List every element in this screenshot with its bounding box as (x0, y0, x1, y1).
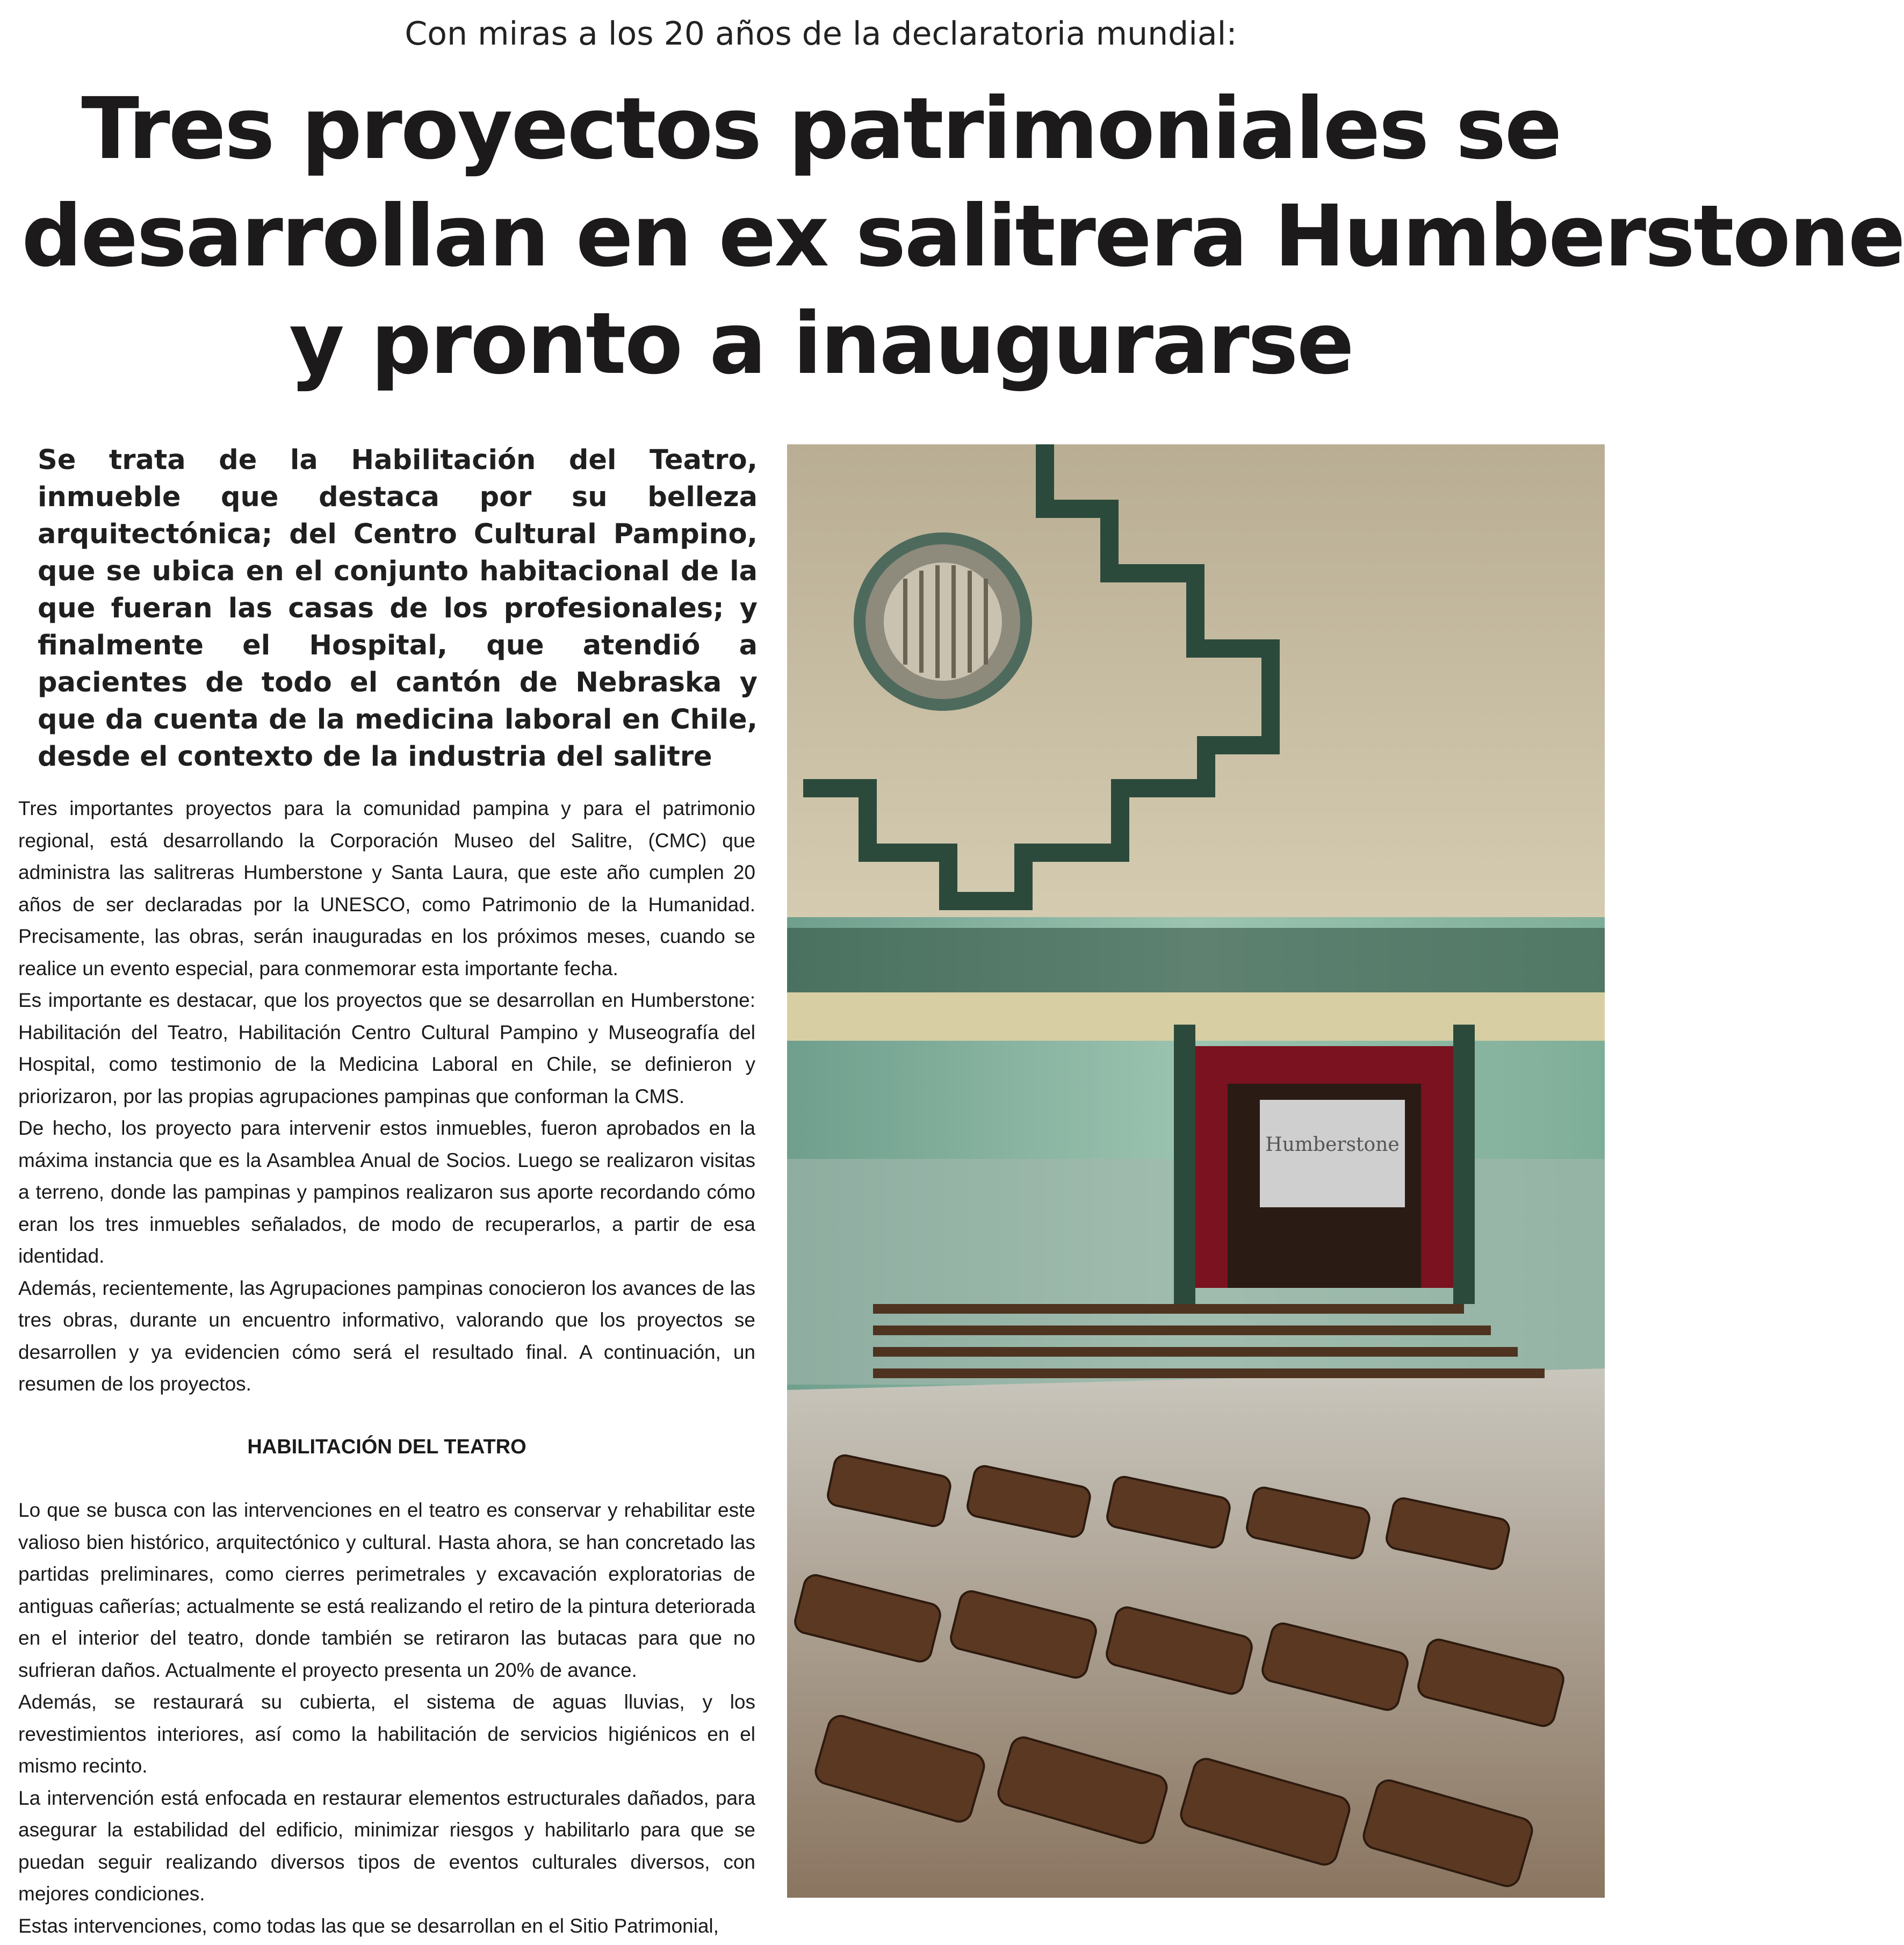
body-paragraph: Estas intervenciones, como todas las que se desarrollan en el Sitio Patrimonial, (18, 1914, 719, 1937)
screen-text: Humberstone (1265, 1134, 1400, 1156)
body-paragraph: Lo que se busca con las intervenciones en el teatro es conservar y rehabilitar este valioso bien histórico, arquitectónico y cultural. Hasta ahora, se han concretado las partidas preliminares, como cierres perimetrales y excavación exploratorias de antiguas cañerías; actualmente se está realizando el retiro de la pintura deteriorada en el interior del teatro, donde también se retiraron las butacas para que no sufrieran daños. Actualmente el proyecto presenta un 20% de avance. (18, 1499, 755, 1681)
section-subhead: HABILITACIÓN DEL TEATRO (247, 1435, 527, 1458)
headline-line-1: Tres proyectos patrimoniales se (81, 80, 1561, 178)
body-paragraph: Además, recientemente, las Agrupaciones pampinas conocieron los avances de las tres obras, durante un encuentro informativo, valorando que los proyectos se desarrollen y ya evidencien cómo será el resultado final. A continuación, un resumen de los proyectos. (18, 1277, 755, 1395)
body-paragraph: Es importante es destacar, que los proyectos que se desarrollan en Humberstone: Habilitación del Teatro, Habilitación Centro Cultural Pampino y Museografía del Hospital, como testimonio de la Medicina Laboral en Chile, se definieron y priorizaron, por las propias agrupaciones pampinas que conforman la CMS. (18, 989, 755, 1107)
article-headline (21, 75, 1904, 398)
article-lead: Se trata de la Habilitación del Teatro, inmueble que destaca por su belleza arquitectónica; del Centro Cultural Pampino, que se ubica en el conjunto habitacional de la que fueran las casas de los profesionales; y finalmente el Hospital, que atendió a pacientes de todo el cantón de Nebraska y que da cuenta de la medicina laboral en Chile, desde el contexto de la industria del salitre (38, 444, 758, 773)
body-paragraph: Además, se restaurará su cubierta, el sistema de aguas lluvias, y los revestimientos interiores, así como la habilitación de servicios higiénicos en el mismo recinto. (18, 1691, 755, 1777)
article-body (18, 793, 755, 1942)
theater-photo (787, 444, 1605, 1898)
body-paragraph: De hecho, los proyecto para intervenir estos inmuebles, fueron aprobados en la máxima instancia que es la Asamblea Anual de Socios. Luego se realizaron visitas a terreno, donde las pampinas y pampinos realizaron sus aporte recordando cómo eran los tres inmuebles señalados, de modo de recuperarlos, a partir de esa identidad. (18, 1117, 755, 1267)
theater-photo-icon (787, 444, 1605, 1898)
body-paragraph: Tres importantes proyectos para la comunidad pampina y para el patrimonio regional, está desarrollando la Corporación Museo del Salitre, (CMC) que administra las salitreras Humberstone y Santa Laura, que este año cumplen 20 años de ser declaradas por la UNESCO, como Patrimonio de la Humanidad. Precisamente, las obras, serán inauguradas en los próximos meses, cuando se realice un evento especial, para conmemorar esta importante fecha. (18, 797, 755, 979)
headline-line-2: desarrollan en ex salitrera Humberstone (21, 187, 1904, 286)
article-kicker: Con miras a los 20 años de la declaratoria mundial: (405, 15, 1237, 53)
body-paragraph: La intervención está enfocada en restaurar elementos estructurales dañados, para asegurar la estabilidad del edificio, minimizar riesgos y habilitarlo para que se puedan seguir realizando diversos tipos de eventos culturales diversos, con mejores condiciones. (18, 1786, 755, 1905)
headline-line-3: y pronto a inaugurarse (289, 294, 1353, 393)
